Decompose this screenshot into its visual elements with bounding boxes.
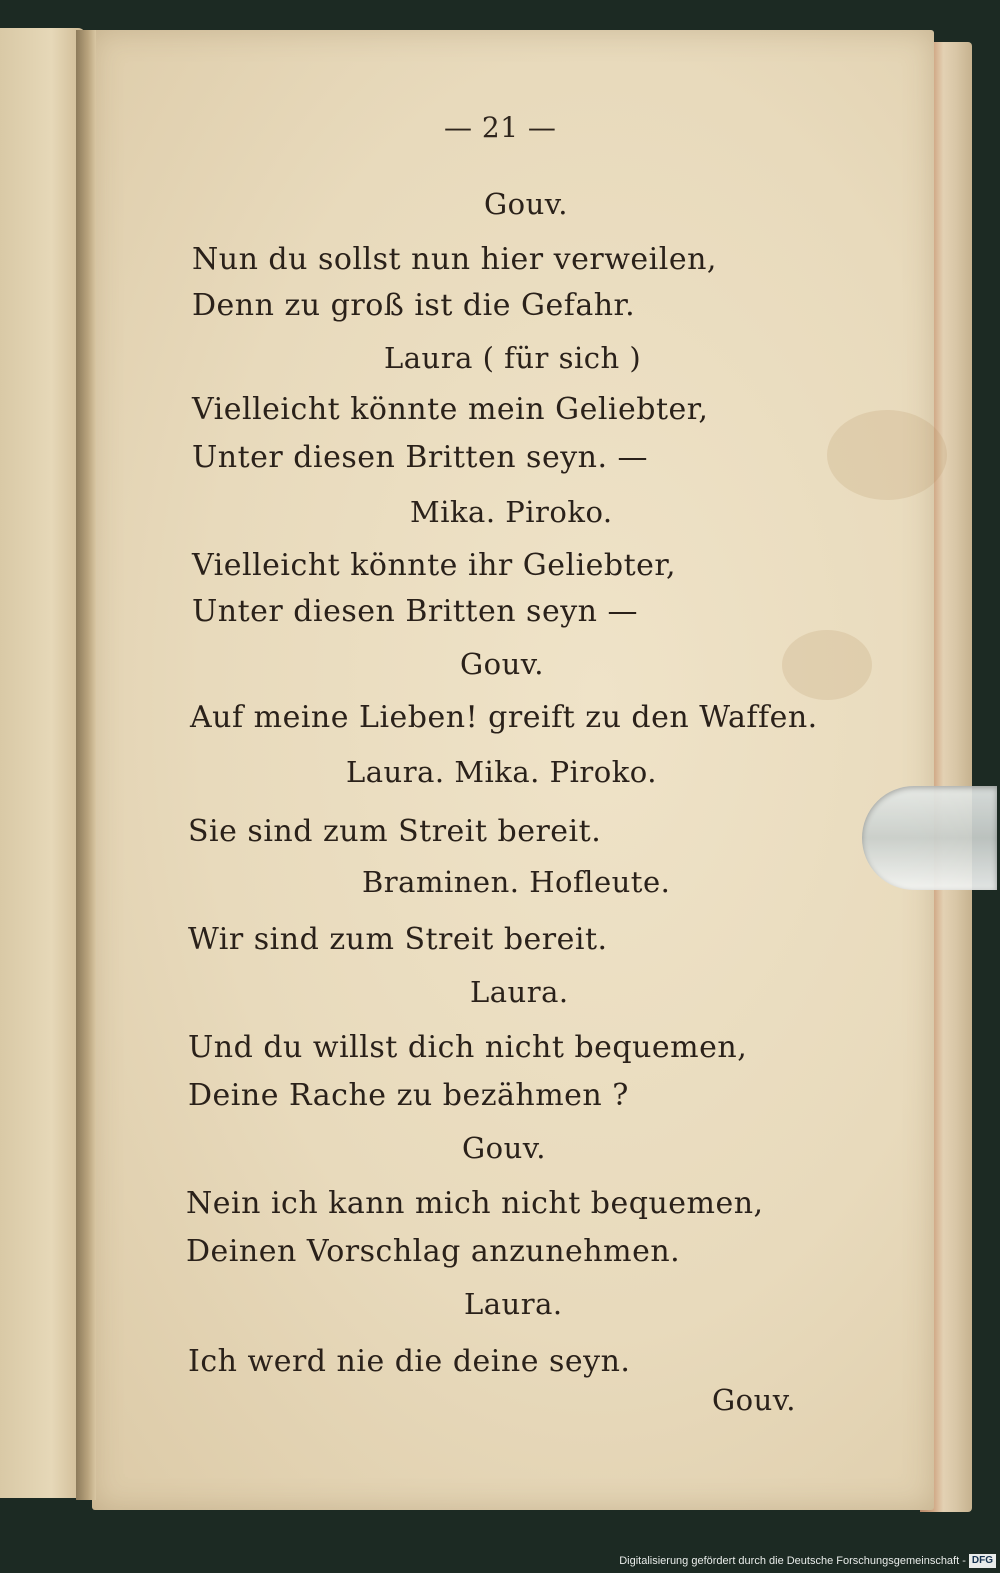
paper-stain bbox=[782, 630, 872, 700]
verse-line: Unter diesen Britten seyn — bbox=[192, 594, 639, 629]
verse-line: Unter diesen Britten seyn. — bbox=[192, 440, 649, 475]
page-number: — 21 — bbox=[444, 111, 557, 144]
verse-line: Nein ich kann mich nicht bequemen, bbox=[186, 1186, 764, 1221]
verse-line: Auf meine Lieben! greift zu den Waffen. bbox=[190, 700, 818, 735]
verse-line: Vielleicht könnte mein Geliebter, bbox=[192, 392, 709, 427]
speaker-heading: Gouv. bbox=[484, 187, 568, 221]
speaker-heading: Gouv. bbox=[462, 1131, 546, 1165]
verse-line: Vielleicht könnte ihr Geliebter, bbox=[192, 548, 677, 583]
verse-line: Deinen Vorschlag anzunehmen. bbox=[186, 1234, 681, 1269]
speaker-heading: Laura. bbox=[464, 1287, 563, 1321]
speaker-heading: Braminen. Hofleute. bbox=[362, 865, 671, 899]
book-gutter bbox=[76, 30, 96, 1500]
dfg-logo-icon: DFG bbox=[969, 1554, 996, 1568]
page-clip bbox=[862, 786, 997, 890]
verse-line: Wir sind zum Streit bereit. bbox=[188, 922, 608, 957]
verse-line: Deine Rache zu bezähmen ? bbox=[188, 1078, 629, 1113]
verse-line: Nun du sollst nun hier verweilen, bbox=[192, 242, 717, 277]
speaker-heading: Mika. Piroko. bbox=[410, 495, 613, 529]
paper-stain bbox=[827, 410, 947, 500]
verse-line: Denn zu groß ist die Gefahr. bbox=[192, 288, 636, 323]
verse-line: Sie sind zum Streit bereit. bbox=[188, 814, 602, 849]
speaker-heading: Laura ( für sich ) bbox=[384, 341, 642, 375]
left-page-edge bbox=[0, 28, 86, 1498]
speaker-heading: Laura. Mika. Piroko. bbox=[346, 755, 657, 789]
speaker-heading: Laura. bbox=[470, 975, 569, 1009]
catchword: Gouv. bbox=[712, 1383, 796, 1417]
verse-line: Ich werd nie die deine seyn. bbox=[188, 1344, 631, 1379]
verse-line: Und du willst dich nicht bequemen, bbox=[188, 1030, 748, 1065]
footer-text: Digitalisierung gefördert durch die Deutsche Forschungsgemeinschaft - bbox=[619, 1555, 966, 1567]
footer-credit bbox=[592, 1551, 996, 1571]
speaker-heading: Gouv. bbox=[460, 647, 544, 681]
